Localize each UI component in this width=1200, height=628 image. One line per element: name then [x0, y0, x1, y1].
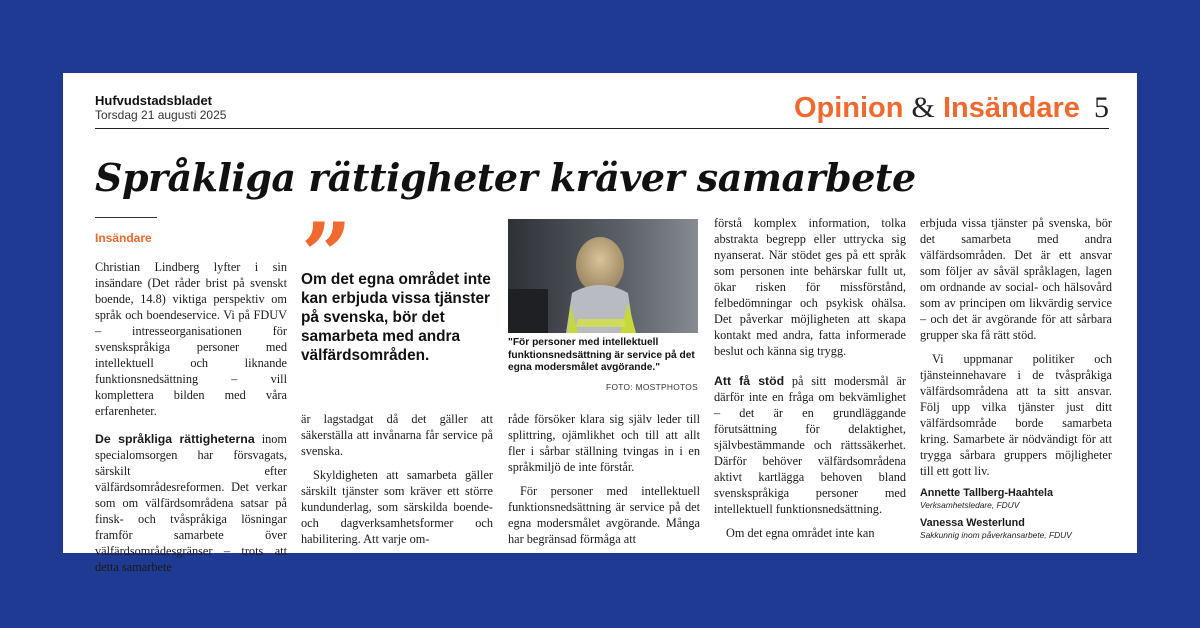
- quote-mark-icon: ”: [301, 203, 352, 307]
- photo-caption: "För personer med intellektuell funktionsnedsättning är service på det egna modersmålet avgörande.": [508, 337, 695, 373]
- col5-paragraph-2: Vi uppmanar politiker och tjänsteinnehavare i de tvåspråkiga välfärdsområdena att ta sitt ansvar. Följ upp vilka tjänster just ditt välfärdsområde borde samarbeta kring. Samarbete är nödvändigt för att trygga sårbara gruppers möjligheter till ett gott liv.: [920, 352, 1112, 478]
- signature-block: [920, 487, 1112, 541]
- section-insandare: Insändare: [942, 92, 1080, 124]
- photo-illustration: [508, 219, 698, 333]
- headline: Språkliga rättigheter kräver samarbete: [95, 155, 916, 200]
- col4-paragraph-2: [714, 373, 906, 517]
- signature-role: Sakkunnig inom påverkansarbete, FDUV: [920, 530, 1072, 540]
- column-3: [508, 411, 700, 546]
- col1-body: inom specialomsorgen har försvagats, särskilt efter välfärdsområdesreformen. Det verkar som om välfärdsområdena satsar på finsk- och tvåspråkiga lösningar framför samarbete över välfärdsområdesgränser – trots att detta samarbete: [95, 432, 287, 574]
- col3-paragraph-1: råde försöker klara sig själv leder till splittring, ojämlikhet och till att allt fler i sårbar ställning tvingas in i en språkmiljö de inte förstår.: [508, 412, 700, 474]
- section-opinion: Opinion: [793, 92, 904, 124]
- col2-paragraph-2: Skyldigheten att samarbeta gäller särskilt tjänster som kräver ett större kundunderlag, som särskilda boende- och dagverksamhetsformer och habilitering. Att varje om-: [301, 468, 493, 546]
- paper-name: Hufvudstadsbladet: [95, 93, 213, 108]
- newspaper-clipping: [63, 73, 1137, 574]
- section-header: [794, 91, 1109, 125]
- col3-paragraph-2: För personer med intellektuell funktionsnedsättning är service på det egna modersmålet avgörande. Många har begränsad förmåga att: [508, 484, 700, 546]
- signature-name: Vanessa Westerlund: [920, 517, 1025, 529]
- column-1: [95, 230, 287, 574]
- col4-lead: Att få stöd: [714, 374, 785, 388]
- column-5: [920, 215, 1112, 543]
- col4-paragraph-1: förstå komplex information, tolka abstrakta begrepp eller uttrycka sig nyanserat. När stödet ges på ett språk som personen inte behärskar fullt ut, ökar risken för missförstånd, felbedömningar och psykisk ohälsa. Det påverkar möjligheten att skapa kontakt med andra, fatta informerade beslut och känna sig trygg.: [714, 216, 906, 358]
- section-ampersand: &: [911, 91, 935, 124]
- col1-paragraph: [95, 431, 287, 575]
- masthead: [95, 93, 226, 123]
- issue-date: Torsdag 21 augusti 2025: [95, 108, 227, 122]
- column-2: [301, 411, 493, 546]
- col4-body: på sitt modersmål är därför inte en fråga om bekvämlighet – det är en grundläggande förutsättning för delaktighet, självbestämmande och rättssäkerhet. Därför behöver välfärdsområdena aktivt kartlägga behoven bland svenskspråkiga personer med intellektuell funktionsnedsättning.: [714, 374, 906, 516]
- pull-quote: Om det egna området inte kan erbjuda vissa tjänster på svenska, bör det samarbeta med andra välfärdsområden.: [301, 271, 491, 364]
- signature-name: Annette Tallberg-Haahtela: [920, 487, 1053, 499]
- col5-paragraph-1: erbjuda vissa tjänster på svenska, bör det samarbeta med andra välfärdsområden. Det är ett ansvar som följer av såväl språklagen, lagen om ordnande av social- och hälsovård som av principen om likvärdig service – och det är avgörande för att sårbara grupper ska få rätt stöd.: [920, 216, 1112, 342]
- header-divider: [95, 128, 1109, 129]
- article-photo: [508, 219, 698, 333]
- signature-role: Verksamhetsledare, FDUV: [920, 500, 1020, 510]
- col1-lead: De språkliga rättigheterna: [95, 432, 255, 446]
- intro-paragraph: Christian Lindberg lyfter i sin insändare (Det råder brist på svenskt boende, 14.8) viktiga perspektiv om språk och boendeservice. Vi på FDUV – intresseorganisationen för svenskspråkiga personer med intellektuell och liknande funktionsnedsättning – vill komplettera bilden med våra erfarenheter.: [95, 260, 287, 418]
- photo-credit: FOTO: MOSTPHOTOS: [606, 382, 698, 392]
- kicker-label: Insändare: [95, 231, 152, 245]
- col2-paragraph-1: är lagstadgat då det gäller att säkerställa att invånarna får service på svenska.: [301, 412, 493, 458]
- kicker-rule: [95, 217, 157, 218]
- page-number: 5: [1094, 91, 1109, 124]
- col4-paragraph-3: Om det egna området inte kan: [726, 526, 875, 540]
- column-4: [714, 215, 906, 543]
